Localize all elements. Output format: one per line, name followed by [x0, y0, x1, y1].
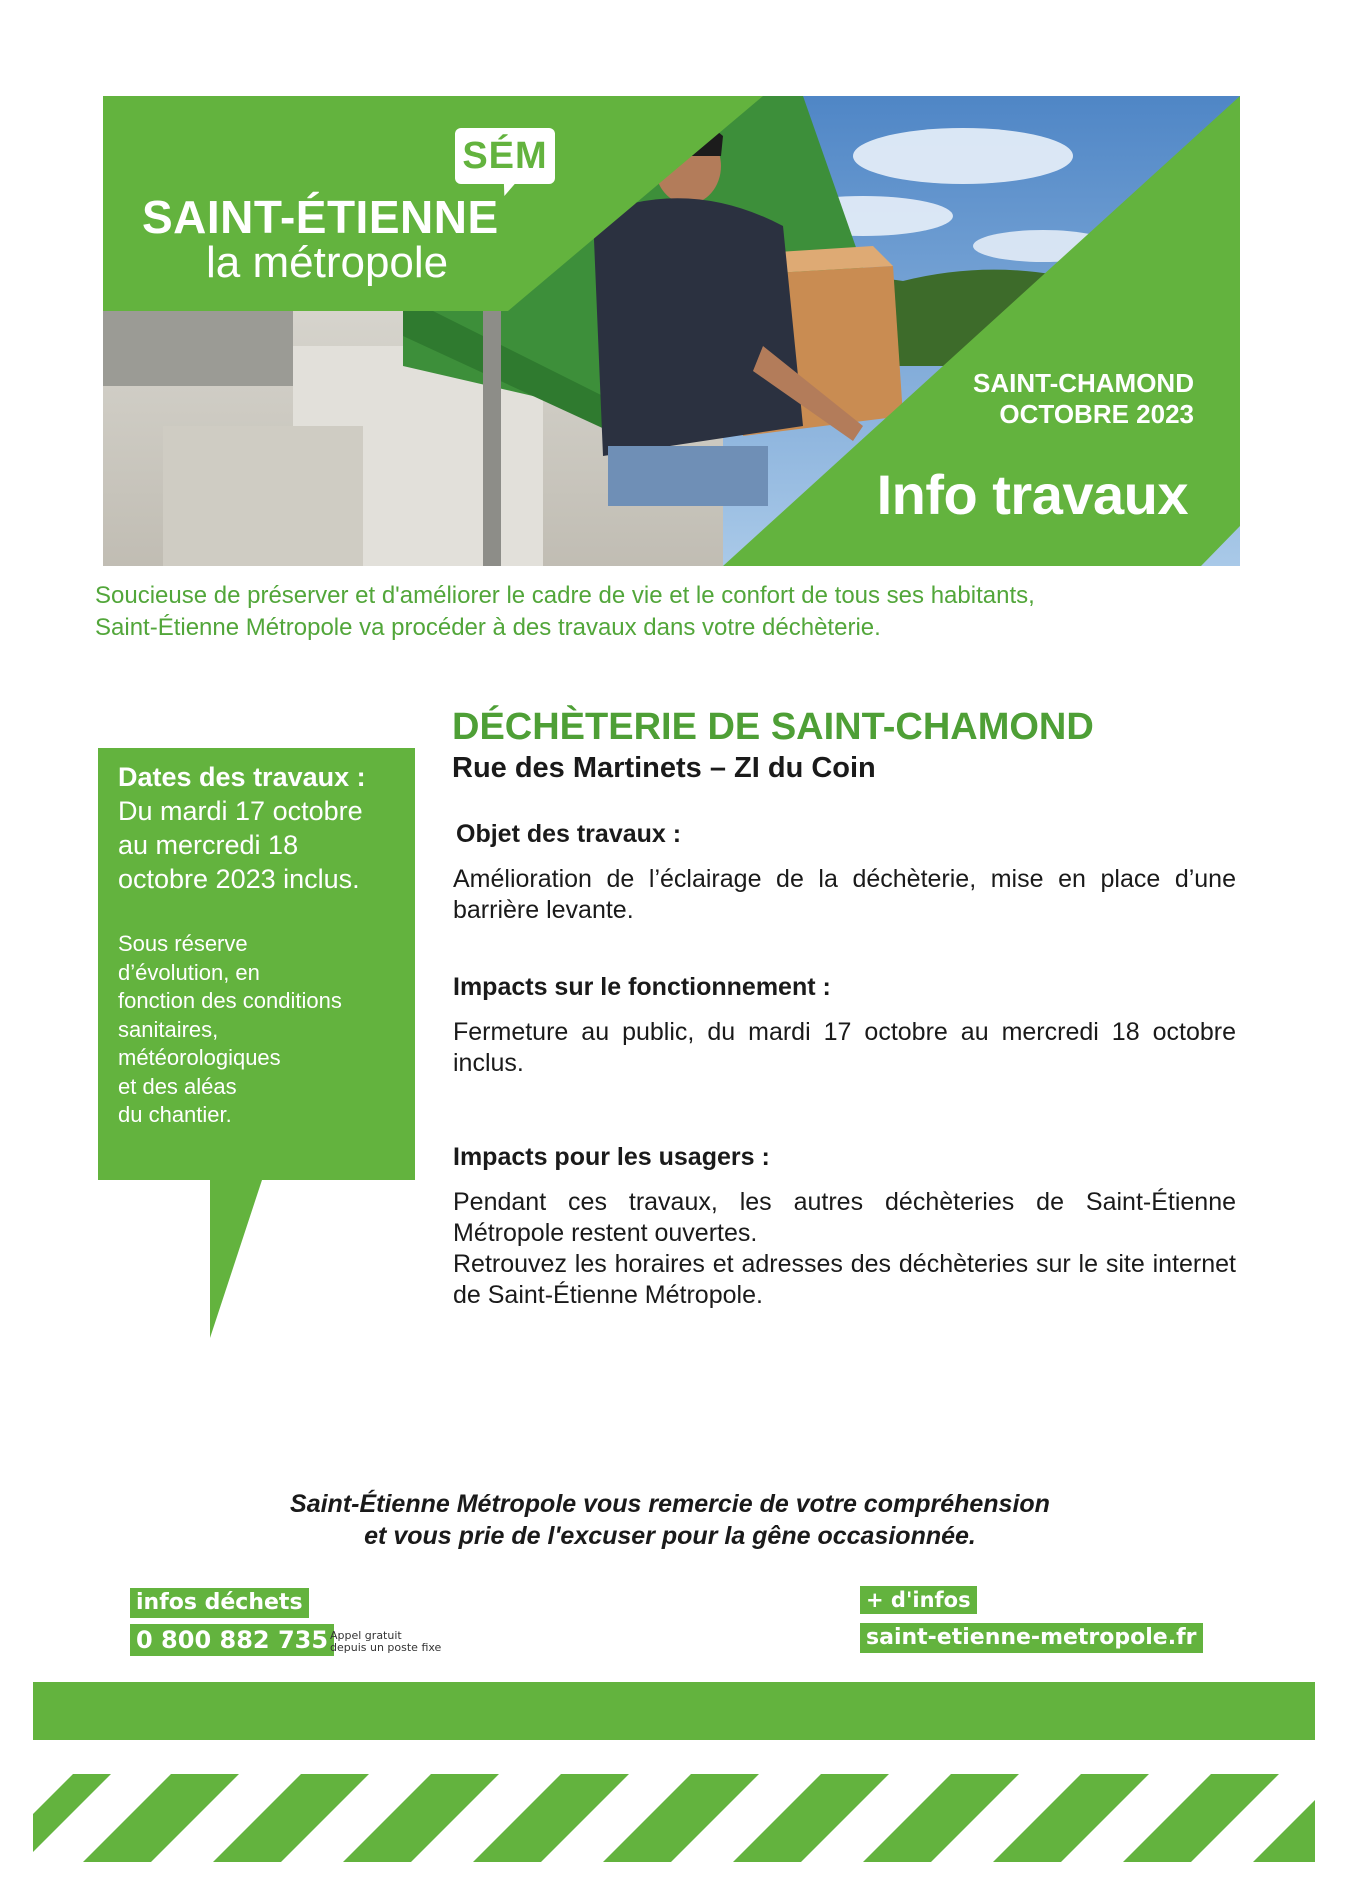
dates-line-3: octobre 2023 inclus. [118, 864, 360, 894]
intro-line-2: Saint-Étienne Métropole va procéder à des travaux dans votre déchèterie. [95, 614, 881, 641]
dates-line-2: au mercredi 18 [118, 830, 299, 860]
phone-note [330, 1630, 441, 1654]
page-title: Info travaux [876, 463, 1188, 526]
usagers-text-1: Pendant ces travaux, les autres déchèteries de Saint-Étienne Métropole restent ouvertes. [453, 1188, 1236, 1247]
location-name: SAINT-CHAMOND [973, 368, 1194, 398]
reserve-line: du chantier. [118, 1102, 232, 1127]
reserve-line: et des aléas [118, 1073, 237, 1099]
phone-note-line-2: depuis un poste fixe [330, 1641, 442, 1654]
location-date: OCTOBRE 2023 [999, 399, 1194, 429]
intro-line-1: Soucieuse de préserver et d'améliorer le cadre de vie et le confort de tous ses habitants, [95, 582, 1035, 609]
usagers-text-2: Retrouvez les horaires et adresses des déchèteries sur le site internet de Saint-Étienne Métropole. [453, 1250, 1236, 1309]
site-address: Rue des Martinets – ZI du Coin [452, 752, 876, 784]
logo-subtitle: la métropole [206, 238, 449, 287]
logo-badge: SÉM [455, 128, 555, 184]
site-title: DÉCHÈTERIE DE SAINT-CHAMOND [452, 706, 1094, 748]
reserve-line: fonction des conditions [118, 988, 342, 1013]
reserve-line: sanitaires, [118, 1016, 219, 1042]
reserve-note [118, 930, 408, 1130]
reserve-line: Sous réserve [118, 931, 248, 956]
dates-line-1: Du mardi 17 octobre [118, 796, 363, 826]
callout-tail [210, 1180, 270, 1340]
intro-text [95, 580, 1275, 644]
thanks-line-2: et vous prie de l'excuser pour la gêne occasionnée. [364, 1522, 976, 1550]
reserve-line: météorologiques [118, 1045, 281, 1070]
phone-note-line-1: Appel gratuit [330, 1629, 402, 1642]
usagers-heading: Impacts pour les usagers : [453, 1143, 770, 1171]
thanks-message [160, 1488, 1180, 1552]
footer-green-bar [33, 1682, 1315, 1740]
objet-heading: Objet des travaux : [456, 820, 682, 848]
header-location [973, 368, 1194, 430]
fonctionnement-heading: Impacts sur le fonctionnement : [453, 973, 831, 1001]
footer-hazard-stripes [33, 1774, 1315, 1862]
phone-number[interactable]: 0 800 882 735 [130, 1624, 334, 1656]
logo-title: SAINT-ÉTIENNE [142, 191, 499, 243]
phone-row [130, 1624, 334, 1656]
more-info-block [860, 1586, 977, 1614]
website-link[interactable]: saint-etienne-metropole.fr [860, 1623, 1203, 1653]
infos-dechets-label: infos déchets [130, 1588, 309, 1618]
reserve-line: d’évolution, en [118, 959, 260, 985]
dates-block [118, 760, 408, 896]
website-row [860, 1623, 1203, 1653]
infos-dechets-block [130, 1588, 309, 1618]
dates-heading: Dates des travaux : [118, 762, 366, 792]
thanks-line-1: Saint-Étienne Métropole vous remercie de votre compréhension [290, 1490, 1050, 1518]
fonctionnement-text: Fermeture au public, du mardi 17 octobre au mercredi 18 octobre inclus. [453, 1018, 1236, 1077]
objet-text: Amélioration de l’éclairage de la déchèterie, mise en place d’une barrière levante. [453, 865, 1236, 924]
more-info-label: + d'infos [860, 1586, 977, 1614]
